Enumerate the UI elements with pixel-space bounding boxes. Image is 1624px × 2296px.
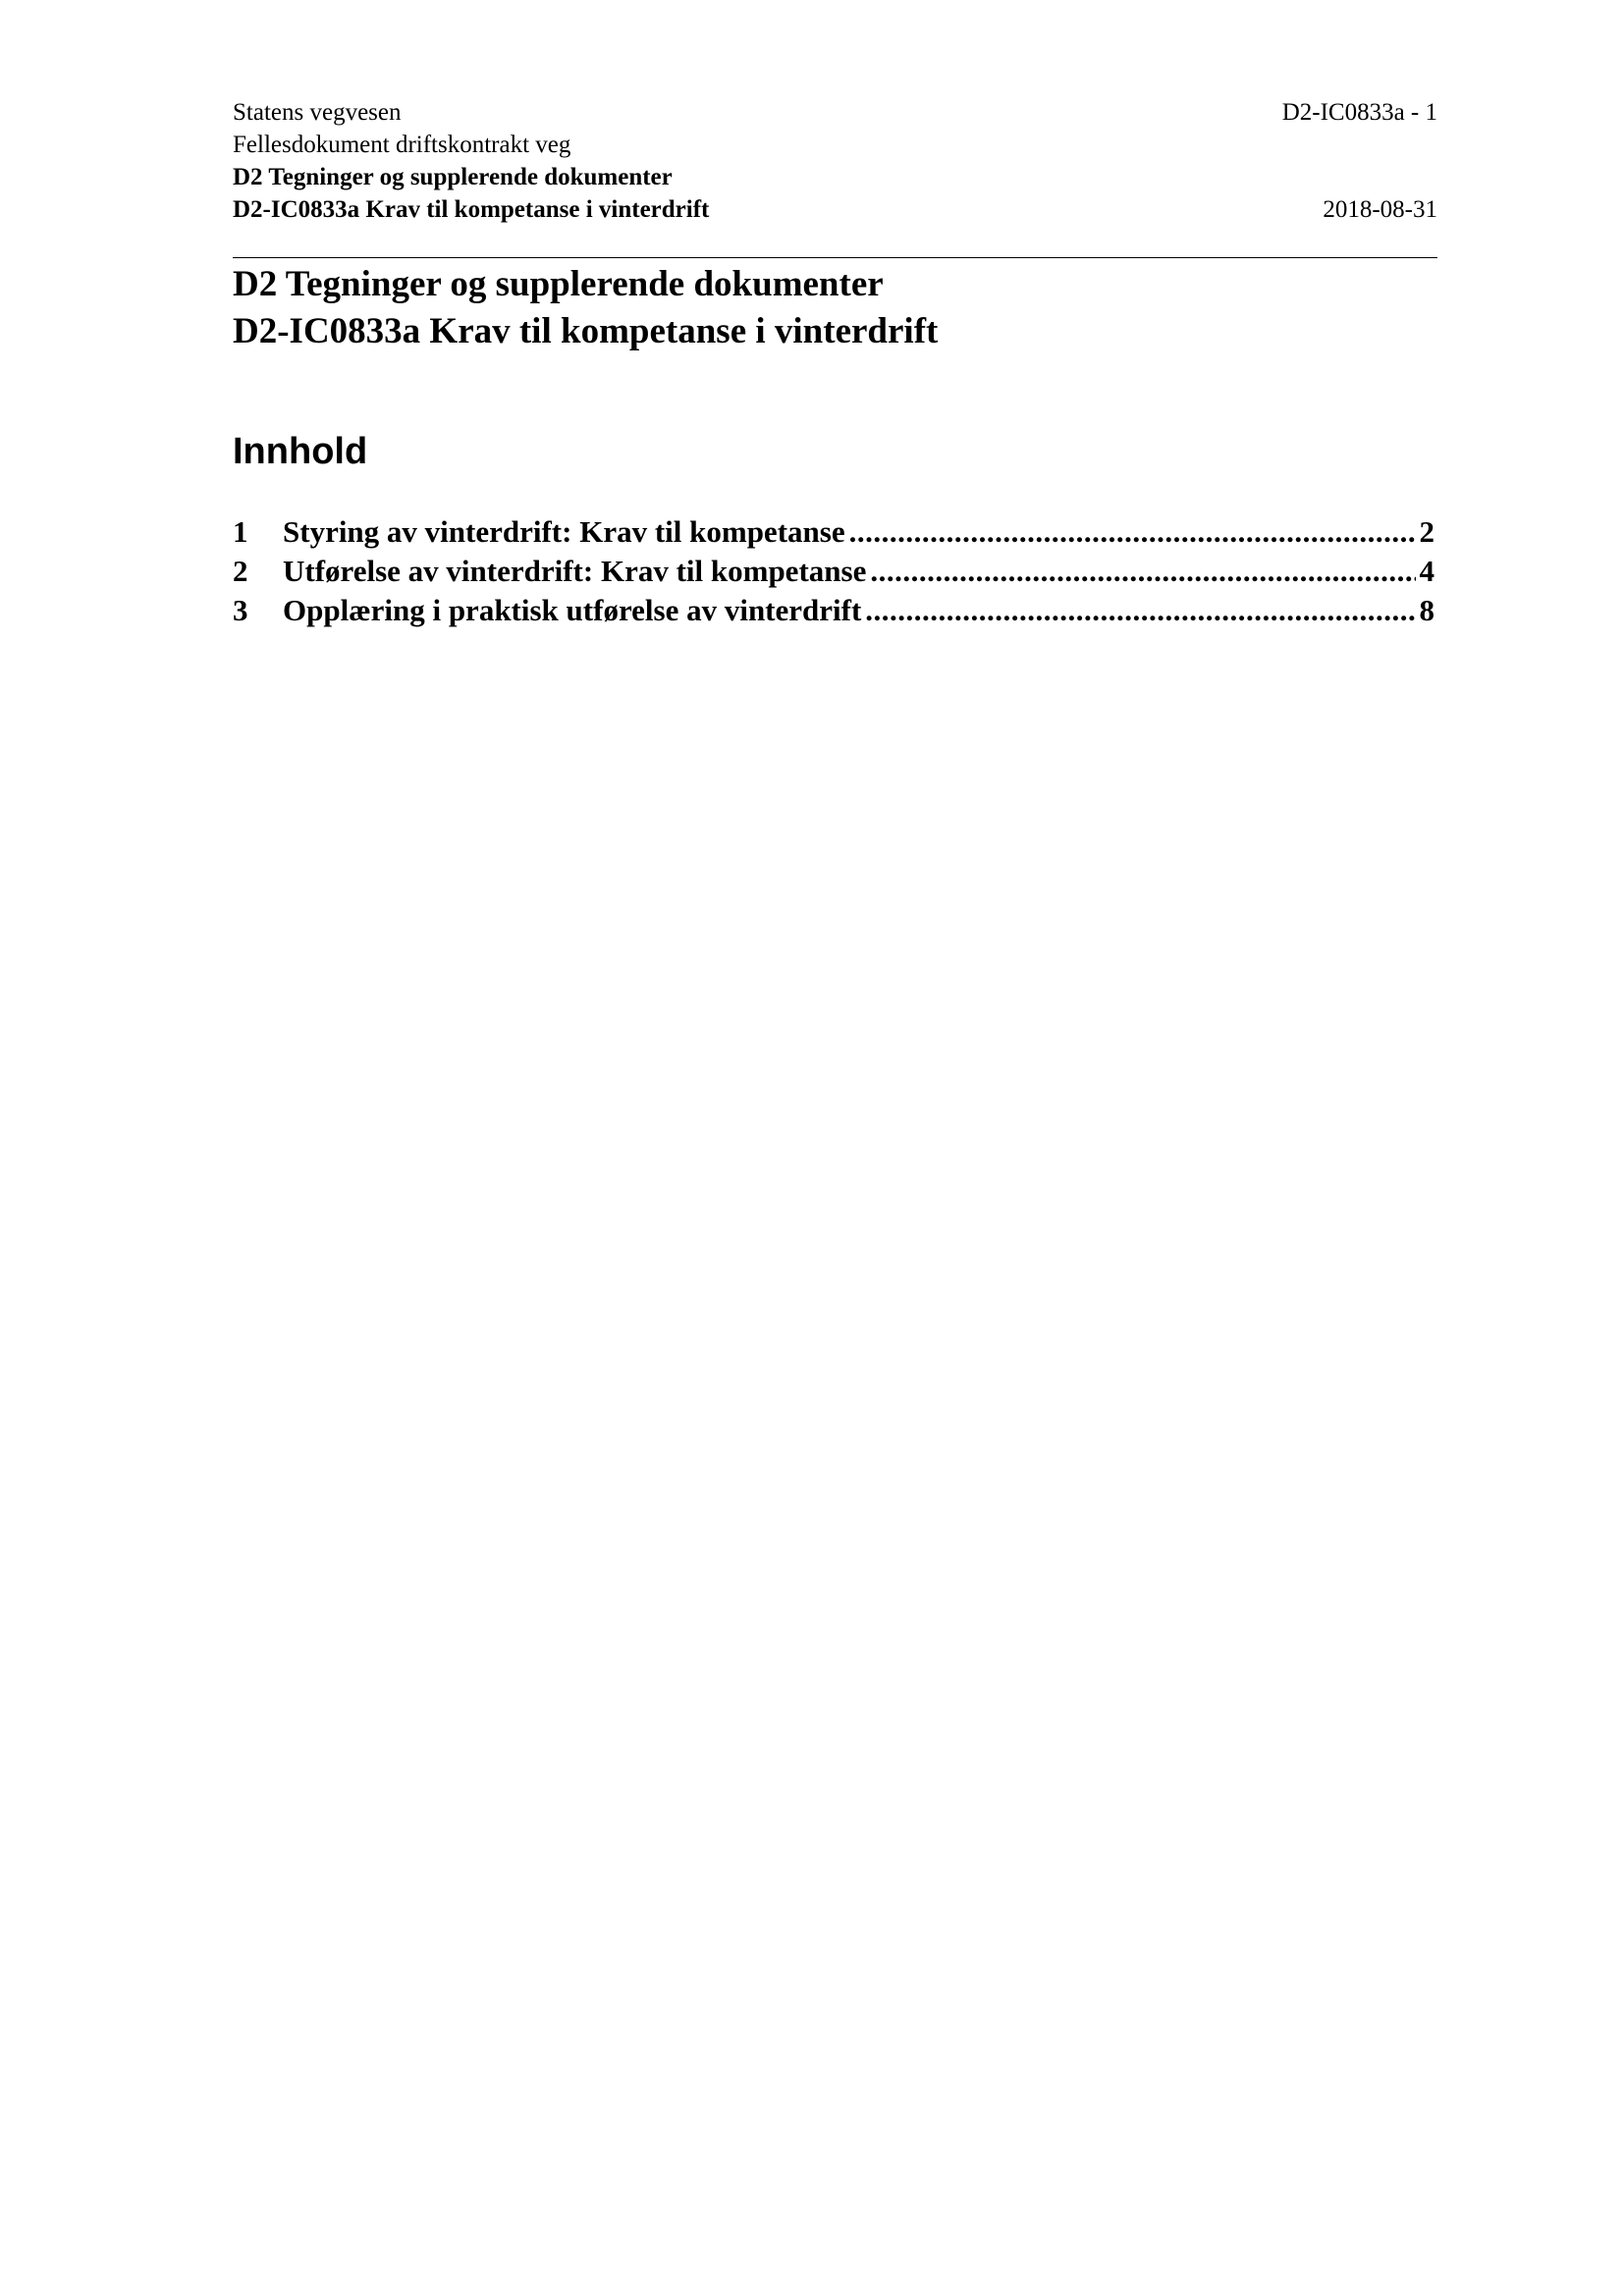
header-section: D2 Tegninger og supplerende dokumenter <box>233 164 673 190</box>
header-divider <box>233 257 1437 258</box>
toc-entry-number: 2 <box>233 554 248 588</box>
header-row-1 <box>233 96 1437 129</box>
header-page-ref: D2-IC0833a - 1 <box>1281 99 1437 126</box>
toc-heading: Innhold <box>233 431 368 472</box>
page-header <box>233 96 1437 226</box>
toc-dot-leader <box>870 552 1415 591</box>
header-row-4 <box>233 193 1437 226</box>
table-of-contents <box>233 512 1435 630</box>
header-row-3 <box>233 161 1437 193</box>
header-date: 2018-08-31 <box>1323 196 1437 223</box>
document-title <box>233 261 1437 355</box>
toc-entry-page: 2 <box>1419 514 1435 549</box>
toc-dot-leader <box>865 591 1415 630</box>
document-title-line-1: D2 Tegninger og supplerende dokumenter <box>233 264 884 304</box>
header-organization: Statens vegvesen <box>233 99 402 126</box>
header-document-series: Fellesdokument driftskontrakt veg <box>233 132 571 158</box>
toc-entry-1[interactable] <box>233 512 1435 552</box>
toc-entry-number: 3 <box>233 593 248 627</box>
toc-entry-page: 8 <box>1419 593 1435 627</box>
toc-entry-2[interactable] <box>233 552 1435 591</box>
header-row-2 <box>233 129 1437 161</box>
toc-entry-title: Opplæring i praktisk utførelse av vinterdrift <box>283 593 862 627</box>
toc-entry-3[interactable] <box>233 591 1435 630</box>
document-title-line-2: D2-IC0833a Krav til kompetanse i vinterdrift <box>233 311 939 351</box>
toc-entry-title: Utførelse av vinterdrift: Krav til kompetanse <box>283 554 867 588</box>
toc-entry-page: 4 <box>1419 554 1435 588</box>
toc-entry-number: 1 <box>233 514 248 549</box>
toc-dot-leader <box>849 512 1416 552</box>
toc-entry-title: Styring av vinterdrift: Krav til kompetanse <box>283 514 845 549</box>
header-document-title: D2-IC0833a Krav til kompetanse i vinterdrift <box>233 196 710 223</box>
